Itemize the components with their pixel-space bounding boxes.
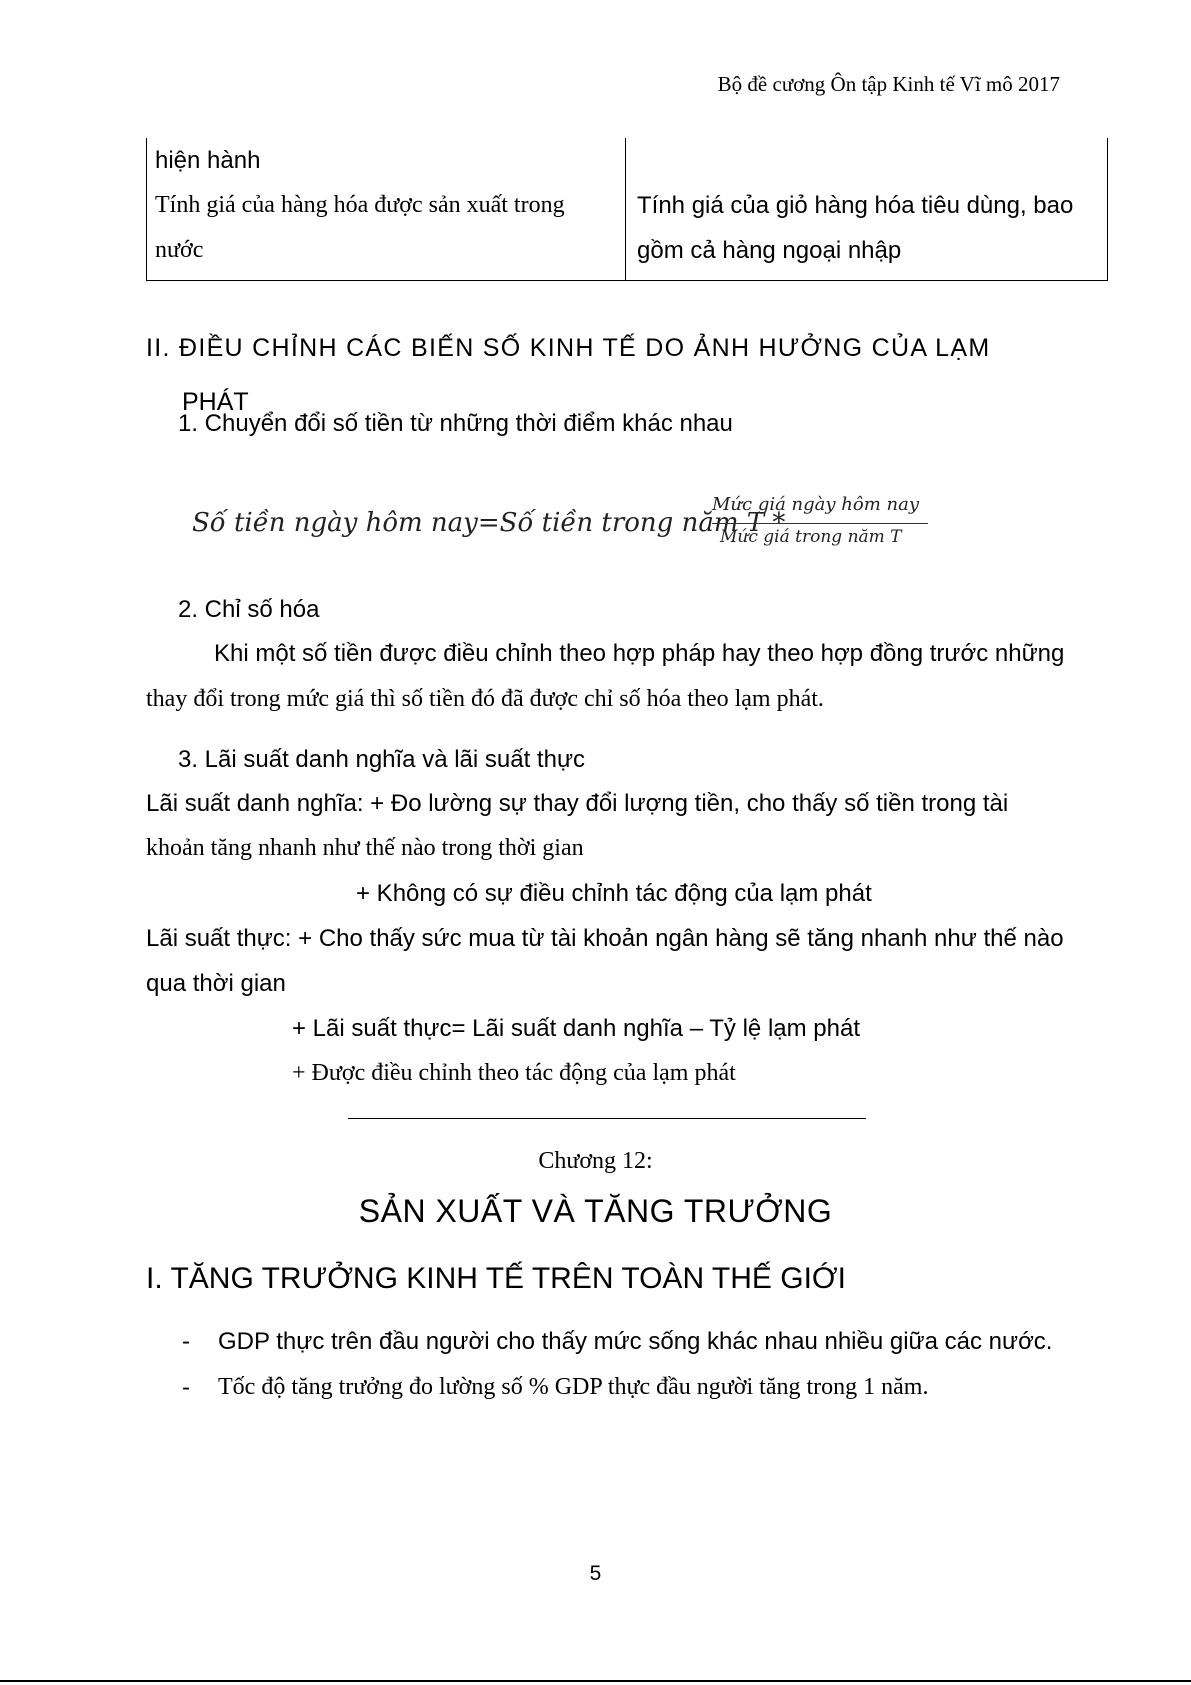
bullet-item: Tốc độ tăng trưởng đo lường số % GDP thực đầu người tăng trong 1 năm.	[218, 1374, 929, 1400]
formula-denominator: Mức giá trong năm T	[720, 527, 902, 547]
chapter-label: Chương 12:	[538, 1148, 653, 1174]
table-cell-line: gồm cả hàng ngoại nhập	[637, 237, 902, 264]
list-item-1-label: 1. Chuyển đổi số tiền từ những thời điểm khác nhau	[178, 410, 733, 437]
chapter-title: SẢN XUẤT VÀ TĂNG TRƯỞNG	[358, 1193, 833, 1229]
section-heading-1: I. TĂNG TRƯỞNG KINH TẾ TRÊN TOÀN THẾ GIỚI	[146, 1262, 846, 1295]
bullet-marker: -	[182, 1374, 190, 1401]
indexation-text-line-2: thay đổi trong mức giá thì số tiền đó đã được chỉ số hóa theo lạm phát.	[146, 686, 824, 712]
list-item-2-label: 2. Chỉ số hóa	[178, 596, 320, 623]
section-heading-2: II. ĐIỀU CHỈNH CÁC BIẾN SỐ KINH TẾ DO ẢNH HƯỞNG CỦA LẠM	[146, 334, 991, 362]
list-item-3-label: 3. Lãi suất danh nghĩa và lãi suất thực	[178, 746, 586, 773]
bullet-marker: -	[182, 1328, 190, 1355]
page-number: 5	[589, 1562, 602, 1585]
table-cell-cpi	[637, 183, 1105, 273]
table-cell-line: hiện hành	[155, 147, 261, 174]
table-cell-gdp-deflator	[155, 138, 625, 273]
real-rate-line-3: + Lãi suất thực= Lãi suất danh nghĩa – Tỷ lệ lạm phát	[292, 1015, 860, 1042]
bullet-item: GDP thực trên đầu người cho thấy mức sống khác nhau nhiều giữa các nước.	[218, 1328, 1053, 1355]
section-heading-2-continued: PHÁT	[182, 388, 249, 416]
comparison-table	[146, 138, 1108, 281]
formula-numerator: Mức giá ngày hôm nay	[712, 494, 920, 515]
chapter-divider	[348, 1118, 866, 1119]
table-cell-line: Tính giá của hàng hóa được sản xuất trong	[155, 192, 565, 218]
formula-lhs: Số tiền ngày hôm nay=Số tiền trong năm T *	[192, 508, 786, 538]
table-cell-line: nước	[155, 237, 204, 263]
nominal-rate-line-2: khoản tăng nhanh như thế nào trong thời gian	[146, 835, 584, 861]
real-rate-line-1: Lãi suất thực: + Cho thấy sức mua từ tài khoản ngân hàng sẽ tăng nhanh như thế nào	[146, 925, 1064, 952]
nominal-rate-line-1: Lãi suất danh nghĩa: + Đo lường sự thay đổi lượng tiền, cho thấy số tiền trong tài	[146, 790, 1009, 817]
page-bottom-border	[0, 1680, 1191, 1682]
real-rate-line-4: + Được điều chỉnh theo tác động của lạm phát	[292, 1060, 736, 1086]
table-column-divider	[625, 138, 626, 280]
real-rate-line-2: qua thời gian	[146, 970, 286, 997]
formula-fraction-bar	[712, 523, 928, 524]
nominal-rate-line-3: + Không có sự điều chỉnh tác động của lạm phát	[356, 880, 872, 907]
table-cell-line: Tính giá của giỏ hàng hóa tiêu dùng, bao	[637, 192, 1074, 219]
indexation-text-line-1: Khi một số tiền được điều chỉnh theo hợp pháp hay theo hợp đồng trước những	[214, 640, 1065, 667]
running-header: Bộ đề cương Ôn tập Kinh tế Vĩ mô 2017	[717, 72, 1060, 96]
